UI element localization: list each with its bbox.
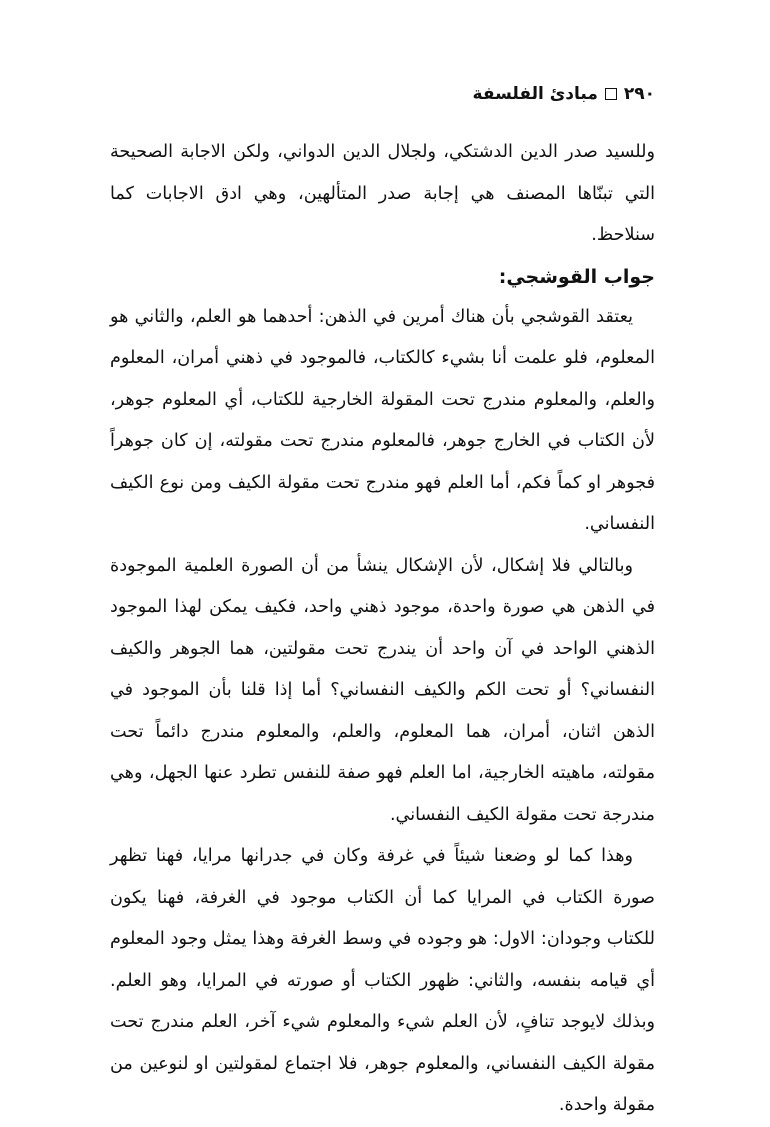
header-box-ornament [605, 88, 617, 100]
page-body [110, 132, 655, 1127]
body-paragraph: وهذا كما لو وضعنا شيئاً في غرفة وكان في جدرانها مرايا، فهنا تظهر صورة الكتاب في المرايا كما أن الكتاب موجود في الغرفة، فهنا يكون للكتاب وجودان: الاول: هو وجوده في وسط الغرفة وهذا يمثل وجود المعلوم أي قيامه بنفسه، والثاني: ظهور الكتاب أو صورته في المرايا، وهو العلم. وبذلك لايوجد تنافٍ، لأن العلم شيء والمعلوم شيء آخر، العلم مندرج تحت مقولة الكيف النفساني، والمعلوم جوهر، فلا اجتماع لمقولتين او لنوعين من مقولة واحدة. [110, 846, 655, 1115]
body-paragraph: وبالتالي فلا إشكال، لأن الإشكال ينشأ من أن الصورة العلمية الموجودة في الذهن هي صورة واحدة، موجود ذهني واحد، فكيف يمكن لهذا الموجود الذهني الواحد في آن واحد أن يندرج تحت مقولتين، هما الجوهر والكيف النفساني؟ أو تحت الكم والكيف النفساني؟ أما إذا قلنا بأن الموجود في الذهن اثنان، أمران، هما المعلوم، والعلم، والمعلوم مندرج دائماً تحت مقولته، ماهيته الخارجية، اما العلم فهو صفة للنفس تطرد عنها الجهل، وهي مندرجة تحت مقولة الكيف النفساني. [110, 555, 655, 825]
intro-paragraph: وللسيد صدر الدين الدشتكي، ولجلال الدين الدواني، ولكن الاجابة الصحيحة التي تبنّاها المصنف هي إجابة صدر المتألهين، وهي ادق الاجابات كما سنلاحظ. [110, 142, 655, 245]
page-number: ٢٩٠ [623, 84, 655, 104]
section-heading: جواب القوشجي: [498, 265, 655, 288]
book-title: مبادئ الفلسفة [472, 84, 598, 104]
body-paragraph: يعتقد القوشجي بأن هناك أمرين في الذهن: أحدهما هو العلم، والثاني هو المعلوم، فلو علمت أنا بشيء كالكتاب، فالموجود في ذهني أمران، المعلوم والعلم، والمعلوم مندرج تحت المقولة الخارجية للكتاب، أي المعلوم جوهر، لأن الكتاب في الخارج جوهر، فالمعلوم مندرج تحت مقولته، إن كان جوهراً فجوهر او كماً فكم، أما العلم فهو مندرج تحت مقولة الكيف ومن نوع الكيف النفساني. [110, 306, 655, 534]
running-header [473, 84, 655, 104]
